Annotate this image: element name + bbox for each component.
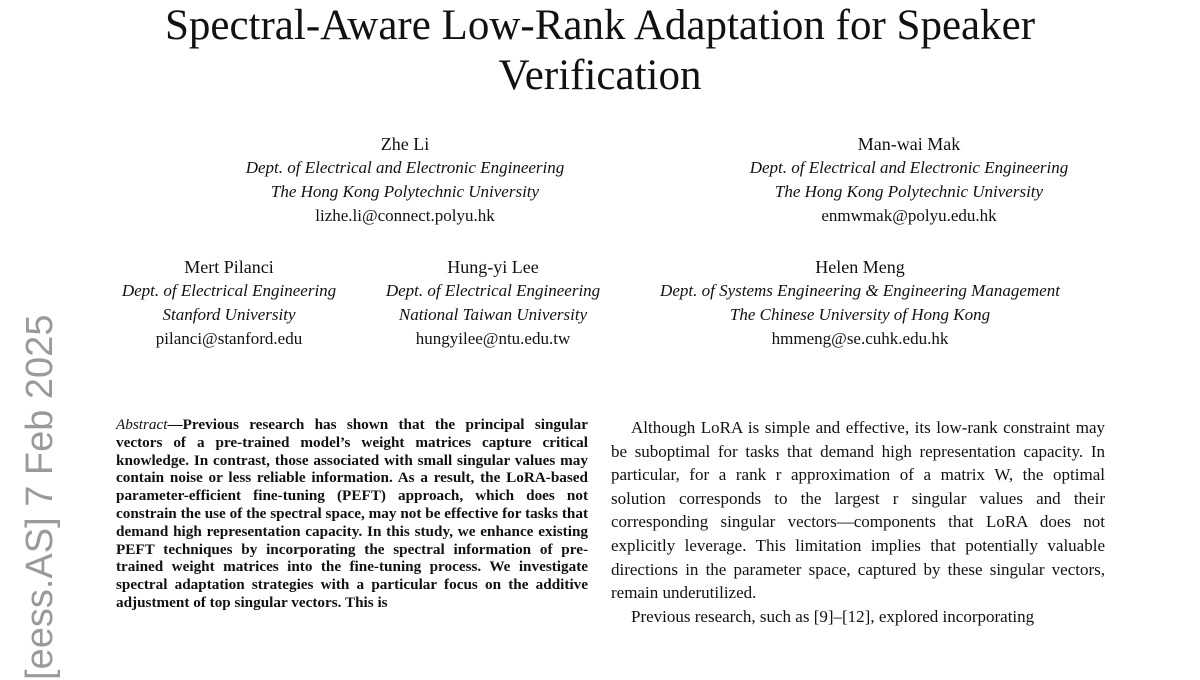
body-column — [611, 416, 1105, 628]
arxiv-stamp: [eess.AS] 7 Feb 2025 — [19, 314, 61, 680]
author-dept: Dept. of Systems Engineering & Engineering Management — [660, 281, 1060, 300]
author-name: Man-wai Mak — [857, 134, 961, 154]
abstract — [116, 416, 588, 612]
abstract-label: Abstract — [116, 416, 168, 433]
author-block — [709, 132, 1109, 227]
author-university: The Hong Kong Polytechnic University — [270, 182, 540, 201]
author-name: Hung-yi Lee — [447, 257, 539, 277]
author-dept: Dept. of Electrical and Electronic Engineering — [749, 158, 1069, 177]
author-block — [205, 132, 605, 227]
author-name: Mert Pilanci — [184, 257, 274, 277]
author-name: Zhe Li — [380, 134, 430, 154]
author-name: Helen Meng — [815, 257, 905, 277]
author-university: The Chinese University of Hong Kong — [729, 305, 991, 324]
author-university: Stanford University — [162, 305, 296, 324]
author-email: lizhe.li@connect.polyu.hk — [315, 206, 495, 225]
author-dept: Dept. of Electrical Engineering — [385, 281, 601, 300]
author-email: hungyilee@ntu.edu.tw — [415, 329, 571, 348]
author-block — [98, 255, 360, 350]
author-dept: Dept. of Electrical Engineering — [121, 281, 337, 300]
author-email: pilanci@stanford.edu — [155, 329, 303, 348]
title-line-1: Spectral-Aware Low-Rank Adaptation for Speaker — [164, 2, 1036, 49]
author-university: The Hong Kong Polytechnic University — [774, 182, 1044, 201]
author-block — [362, 255, 624, 350]
body-paragraph: Although LoRA is simple and effective, its low-rank constraint may be suboptimal for tasks that demand high representation capacity. In particular, for a rank r approximation of a matrix W, the optimal solution corresponds to the largest r singular values and their corresponding singular vectors—components that LoRA does not explicitly leverage. This limitation implies that potentially valuable directions in the parameter space, captured by these singular vectors, remain underutilized. — [611, 418, 1105, 603]
author-block — [620, 255, 1100, 350]
author-dept: Dept. of Electrical and Electronic Engineering — [245, 158, 565, 177]
author-email: hmmeng@se.cuhk.edu.hk — [771, 329, 949, 348]
title-line-2: Verification — [498, 52, 702, 99]
author-email: enmwmak@polyu.edu.hk — [821, 206, 997, 225]
author-university: National Taiwan University — [398, 305, 588, 324]
body-paragraph: Previous research, such as [9]–[12], explored incorporating — [631, 606, 1035, 626]
abstract-text: —Previous research has shown that the principal singular vectors of a pre-trained model’s weight matrices capture critical knowledge. In contrast, those associated with small singular values may contain noise or less reliable information. As a result, the LoRA-based parameter-efficient fine-tuning (PEFT) approach, which does not constrain the use of the spectral space, may not be effective for tasks that demand high representation capacity. In this study, we enhance existing PEFT techniques by incorporating the spectral information of pre-trained weight matrices into the fine-tuning process. We investigate spectral adaptation strategies with a particular focus on the additive adjustment of top singular vectors. This is — [116, 416, 588, 611]
